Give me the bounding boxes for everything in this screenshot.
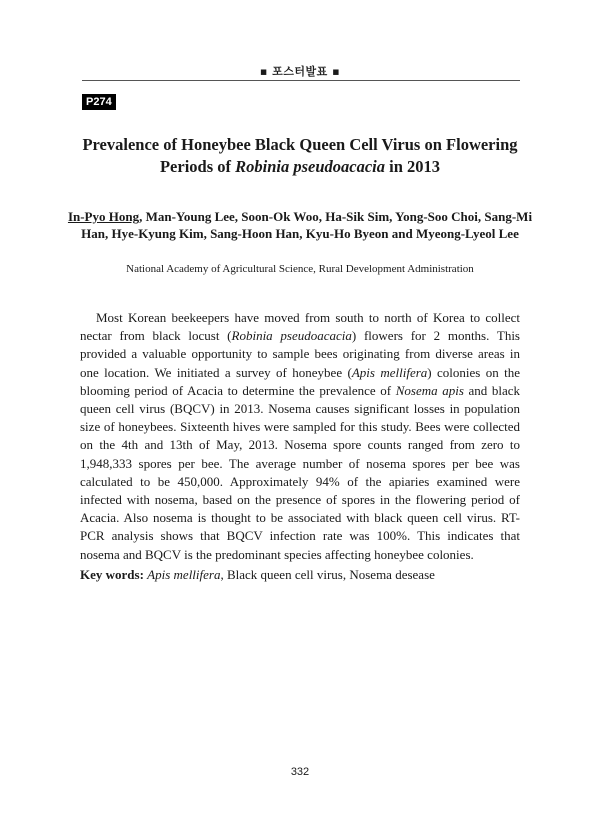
keyword-list: , Black queen cell virus, Nosema desease (220, 567, 435, 582)
abstract-text: Most Korean beekeepers have moved from south to north of Korea to collect nectar from black locust ( (80, 310, 520, 344)
section-header: ▪ 포스터발표 ▪ (259, 65, 341, 78)
abstract-paragraph (80, 309, 520, 564)
abstract-text: ) flowers for 2 months. This provided a valuable opportunity to sample bees originating from diverse areas in one location. We initiated a survey of honeybee ( (80, 328, 520, 380)
title-year: in 2013 (389, 157, 441, 176)
abstract-species: Apis mellifera (351, 364, 428, 380)
keywords (80, 566, 520, 584)
page-number: 332 (290, 766, 310, 778)
abstract-species: Robinia pseudoacacia (231, 328, 352, 344)
keyword-species: Apis mellifera (147, 567, 221, 582)
abstract-text: ) colonies on the blooming period of Acacia to determine the prevalence of (80, 364, 521, 398)
abstract-text: and black queen cell virus (BQCV) in 2013. Nosema causes significant losses in population size of honeybees. Sixteenth hives were sampled for this study. Bees were collected on the 4th and 13th of May, 2013. Nosema spore counts ranged from zero to 1,948,333 spores per bee. The average number of nosema spores per bee was calculated to be 450,000. Approximately 94% of the apiaries examined were infected with nosema, based on the presence of spores in the flowering period of Acacia. Also nosema is thought to be associated with black queen cell virus. RT-PCR analysis shows that BQCV infection rate was 100%. This indicates that nosema and BQCV is the predominant species affecting honeybee colonies. (80, 382, 521, 562)
poster-code-badge: P274 (82, 94, 116, 110)
first-author: In-Pyo Hong (67, 209, 140, 224)
abstract-species: Nosema apis (395, 382, 464, 398)
title-text: Prevalence of Honeybee Black Queen Cell Virus on Flowering Periods of (82, 135, 518, 176)
co-authors: , Man-Young Lee, Soon-Ok Woo, Ha-Sik Sim, Yong-Soo Choi, Sang-Mi Han, Hye-Kyung Kim, Sang-Hoon Han, Kyu-Ho Byeon and Myeong-Lyeol Lee (81, 209, 533, 241)
author-list (60, 208, 540, 242)
keywords-label: Key words: (80, 567, 144, 582)
affiliation: National Academy of Agricultural Science, Rural Development Administration (126, 263, 474, 275)
header-divider (82, 80, 520, 81)
paper-title (60, 134, 540, 178)
title-species: Robinia pseudoacacia (235, 157, 386, 176)
